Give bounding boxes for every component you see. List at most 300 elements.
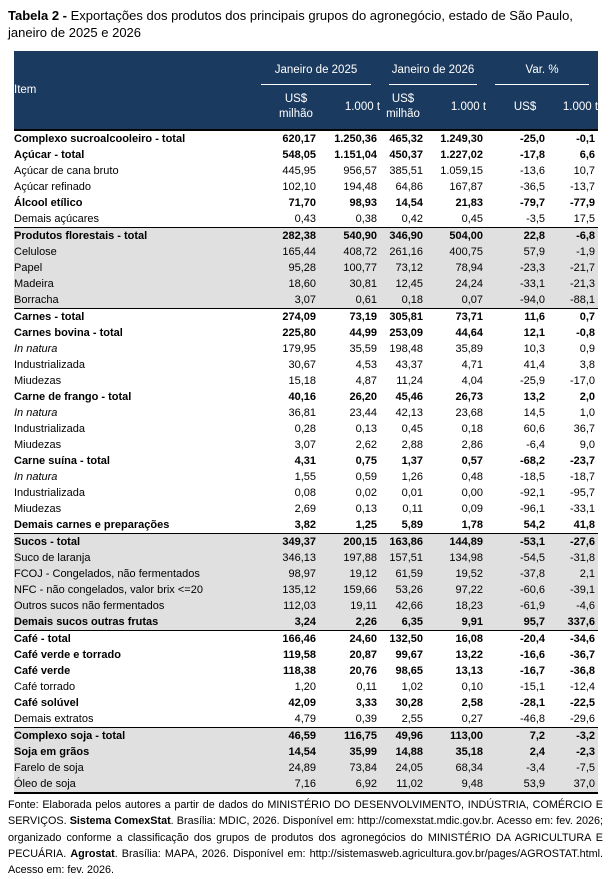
value-cell: 194,48 bbox=[343, 180, 378, 193]
value-cell: 385,51 bbox=[389, 164, 424, 177]
value-cell: -88,1 bbox=[548, 292, 598, 309]
value-cell: 49,96 bbox=[380, 727, 426, 744]
value-cell: 14,54 bbox=[252, 744, 319, 760]
table-row bbox=[14, 163, 598, 179]
value-cell: 6,92 bbox=[319, 776, 380, 793]
table-row bbox=[14, 550, 598, 566]
row-label: In natura bbox=[14, 470, 58, 483]
row-label: FCOJ - Congelados, não fermentados bbox=[14, 566, 252, 582]
row-label: Madeira bbox=[14, 276, 252, 292]
value-cell: 24,60 bbox=[319, 630, 380, 647]
value-cell: 53,26 bbox=[380, 582, 426, 598]
row-label: Demais carnes e preparações bbox=[14, 518, 170, 531]
value-cell: 99,67 bbox=[395, 648, 424, 661]
value-cell: 3,33 bbox=[355, 696, 378, 709]
value-cell: 2,62 bbox=[355, 438, 378, 451]
value-cell: 35,59 bbox=[349, 342, 378, 355]
value-cell: -20,4 bbox=[486, 630, 548, 647]
value-cell: 6,35 bbox=[380, 614, 426, 631]
value-cell: 200,15 bbox=[319, 533, 380, 550]
value-cell: 73,84 bbox=[319, 760, 380, 776]
value-cell: 36,7 bbox=[573, 422, 596, 435]
table-row bbox=[14, 517, 598, 534]
value-cell: 15,18 bbox=[288, 374, 316, 387]
table-row bbox=[14, 147, 598, 163]
column-group-var-pct-label: Var. % bbox=[495, 51, 589, 85]
value-cell: 23,44 bbox=[349, 406, 378, 419]
value-cell: 13,22 bbox=[455, 648, 484, 661]
row-label: Açúcar refinado bbox=[14, 180, 92, 193]
value-cell: -36,5 bbox=[519, 180, 546, 193]
row-label: Sucos - total bbox=[14, 533, 252, 550]
value-cell: 0,10 bbox=[461, 680, 484, 693]
table-row bbox=[14, 630, 598, 647]
value-cell: -3,4 bbox=[486, 760, 548, 776]
value-cell: 64,86 bbox=[395, 180, 424, 193]
value-cell: 3,8 bbox=[579, 358, 596, 371]
value-cell: 0,09 bbox=[461, 502, 484, 515]
value-cell: 305,81 bbox=[380, 308, 426, 325]
value-cell: 0,48 bbox=[461, 470, 484, 483]
value-cell: 18,23 bbox=[426, 598, 486, 614]
value-cell: 24,24 bbox=[426, 276, 486, 292]
value-cell: 1.059,15 bbox=[440, 164, 484, 177]
value-cell: 548,05 bbox=[282, 148, 316, 161]
value-cell: 400,75 bbox=[426, 244, 486, 260]
value-cell: 14,88 bbox=[380, 744, 426, 760]
table-row bbox=[14, 389, 598, 405]
value-cell: 54,2 bbox=[523, 518, 546, 531]
column-header-var-usd: US$ bbox=[486, 85, 548, 130]
value-cell: -61,9 bbox=[486, 598, 548, 614]
value-cell: 45,46 bbox=[395, 390, 424, 403]
row-label: Café - total bbox=[14, 630, 252, 647]
value-cell: 19,12 bbox=[319, 566, 380, 582]
source-note-part: . Brasília: MDIC, 2026. Disponível em: http://comexstat.mdic.gov.br. Acesso em: fev. 2026; organizado conforme a classificação dos grupos de produtos dos agronegócios do MINISTÉRIO DA AGRICULTURA E PECUÁRIA. bbox=[8, 815, 603, 860]
value-cell: 21,83 bbox=[455, 196, 484, 209]
value-cell: 1,25 bbox=[355, 518, 378, 531]
value-cell: 19,52 bbox=[426, 566, 486, 582]
row-label: Óleo de soja bbox=[14, 776, 252, 793]
value-cell: -7,5 bbox=[548, 760, 598, 776]
value-cell: 30,67 bbox=[288, 358, 316, 371]
value-cell: 12,1 bbox=[523, 326, 546, 339]
value-cell: -21,3 bbox=[548, 276, 598, 292]
value-cell: -68,2 bbox=[519, 454, 546, 467]
table-title-prefix: Tabela 2 - bbox=[8, 8, 68, 23]
table-header bbox=[14, 51, 598, 130]
value-cell: 35,89 bbox=[455, 342, 484, 355]
value-cell: -22,5 bbox=[569, 696, 596, 709]
value-cell: 14,54 bbox=[395, 196, 424, 209]
value-cell: 504,00 bbox=[426, 227, 486, 244]
table-row bbox=[14, 341, 598, 357]
value-cell: -3,2 bbox=[548, 727, 598, 744]
table-row bbox=[14, 405, 598, 421]
value-cell: 98,65 bbox=[395, 664, 424, 677]
value-cell: 956,57 bbox=[343, 164, 378, 177]
value-cell: 166,46 bbox=[252, 630, 319, 647]
value-cell: 11,02 bbox=[380, 776, 426, 793]
table-row bbox=[14, 211, 598, 228]
table-row bbox=[14, 357, 598, 373]
value-cell: 282,38 bbox=[252, 227, 319, 244]
value-cell: 135,12 bbox=[252, 582, 319, 598]
table-row bbox=[14, 711, 598, 728]
value-cell: 22,8 bbox=[486, 227, 548, 244]
value-cell: 0,07 bbox=[426, 292, 486, 309]
value-cell: 4,31 bbox=[294, 454, 316, 467]
table-title-text: Exportações dos produtos dos principais grupos do agronegócio, estado de São Paulo, janeiro de 2025 e 2026 bbox=[8, 8, 573, 40]
value-cell: -18,5 bbox=[519, 470, 546, 483]
value-cell: -92,1 bbox=[519, 486, 546, 499]
value-cell: -39,1 bbox=[548, 582, 598, 598]
table-title bbox=[8, 8, 600, 42]
value-cell: 198,48 bbox=[389, 342, 424, 355]
table-row bbox=[14, 485, 598, 501]
value-cell: 132,50 bbox=[380, 630, 426, 647]
value-cell: -25,0 bbox=[486, 130, 548, 147]
source-note bbox=[8, 797, 603, 879]
value-cell: 2,26 bbox=[319, 614, 380, 631]
row-label: Carnes - total bbox=[14, 308, 252, 325]
source-note-bold-part: Sistema ComexStat bbox=[69, 815, 171, 828]
value-cell: 97,22 bbox=[426, 582, 486, 598]
table-row bbox=[14, 566, 598, 582]
value-cell: -6,8 bbox=[548, 227, 598, 244]
value-cell: -53,1 bbox=[486, 533, 548, 550]
value-cell: 0,02 bbox=[355, 486, 378, 499]
value-cell: -17,8 bbox=[519, 148, 546, 161]
value-cell: 68,34 bbox=[426, 760, 486, 776]
value-cell: 9,91 bbox=[426, 614, 486, 631]
value-cell: 0,01 bbox=[401, 486, 424, 499]
row-label: Café verde bbox=[14, 664, 71, 677]
value-cell: 0,9 bbox=[579, 342, 596, 355]
value-cell: 0,00 bbox=[461, 486, 484, 499]
value-cell: 163,86 bbox=[380, 533, 426, 550]
value-cell: 61,59 bbox=[380, 566, 426, 582]
row-label: Carne suína - total bbox=[14, 454, 110, 467]
value-cell: 0,27 bbox=[461, 712, 484, 725]
row-label: Carne de frango - total bbox=[14, 390, 132, 403]
row-label: Complexo soja - total bbox=[14, 727, 252, 744]
value-cell: 6,6 bbox=[579, 148, 596, 161]
value-cell: 11,6 bbox=[486, 308, 548, 325]
value-cell: 1,55 bbox=[294, 470, 316, 483]
value-cell: 4,71 bbox=[461, 358, 484, 371]
value-cell: -95,7 bbox=[569, 486, 596, 499]
value-cell: 36,81 bbox=[288, 406, 316, 419]
value-cell: 0,59 bbox=[355, 470, 378, 483]
value-cell: 1,26 bbox=[401, 470, 424, 483]
value-cell: 12,45 bbox=[380, 276, 426, 292]
value-cell: 346,90 bbox=[380, 227, 426, 244]
value-cell: 167,87 bbox=[449, 180, 484, 193]
value-cell: 4,53 bbox=[355, 358, 378, 371]
value-cell: 0,45 bbox=[461, 212, 484, 225]
value-cell: 71,70 bbox=[288, 196, 316, 209]
row-label: Produtos florestais - total bbox=[14, 227, 252, 244]
value-cell: 225,80 bbox=[282, 326, 316, 339]
value-cell: -13,7 bbox=[569, 180, 596, 193]
row-label: NFC - não congelados, valor brix <=20 bbox=[14, 582, 252, 598]
row-label: Industrializada bbox=[14, 358, 85, 371]
value-cell: 4,87 bbox=[355, 374, 378, 387]
row-label: Industrializada bbox=[14, 422, 85, 435]
value-cell: 41,8 bbox=[573, 518, 596, 531]
table-row bbox=[14, 760, 598, 776]
value-cell: 2,88 bbox=[401, 438, 424, 451]
value-cell: 179,95 bbox=[282, 342, 316, 355]
value-cell: 165,44 bbox=[252, 244, 319, 260]
value-cell: 98,93 bbox=[349, 196, 378, 209]
value-cell: -16,7 bbox=[519, 664, 546, 677]
value-cell: 112,03 bbox=[252, 598, 319, 614]
row-label: Celulose bbox=[14, 244, 252, 260]
value-cell: 408,72 bbox=[319, 244, 380, 260]
value-cell: -3,5 bbox=[526, 212, 546, 225]
value-cell: 23,68 bbox=[455, 406, 484, 419]
value-cell: 73,12 bbox=[380, 260, 426, 276]
source-note-part: . Brasília: MAPA, 2026. Disponível em: http://sistemasweb.agricultura.gov.br/pages/AGROSTAT.html. Acesso em: fev. 2026. bbox=[8, 848, 603, 877]
value-cell: 46,59 bbox=[252, 727, 319, 744]
value-cell: 26,20 bbox=[349, 390, 378, 403]
value-cell: 0,43 bbox=[294, 212, 316, 225]
value-cell: 134,98 bbox=[426, 550, 486, 566]
value-cell: -16,6 bbox=[519, 648, 546, 661]
value-cell: 35,99 bbox=[319, 744, 380, 760]
value-cell: -37,8 bbox=[486, 566, 548, 582]
value-cell: 157,51 bbox=[380, 550, 426, 566]
value-cell: 465,32 bbox=[380, 130, 426, 147]
row-label: Carnes bovina - total bbox=[14, 326, 123, 339]
value-cell: 20,87 bbox=[349, 648, 378, 661]
value-cell: 253,09 bbox=[389, 326, 424, 339]
row-label: Demais sucos outras frutas bbox=[14, 614, 252, 631]
value-cell: 2,86 bbox=[461, 438, 484, 451]
value-cell: 1.151,04 bbox=[334, 148, 378, 161]
value-cell: 100,77 bbox=[319, 260, 380, 276]
value-cell: 197,88 bbox=[319, 550, 380, 566]
column-group-jan-2026 bbox=[380, 51, 486, 85]
value-cell: -77,9 bbox=[569, 196, 596, 209]
table-row bbox=[14, 614, 598, 631]
table-row bbox=[14, 373, 598, 389]
value-cell: 349,37 bbox=[252, 533, 319, 550]
value-cell: 42,66 bbox=[380, 598, 426, 614]
table-row bbox=[14, 501, 598, 517]
value-cell: 24,05 bbox=[380, 760, 426, 776]
table-row bbox=[14, 421, 598, 437]
value-cell: 144,89 bbox=[426, 533, 486, 550]
value-cell: 43,37 bbox=[395, 358, 424, 371]
value-cell: 53,9 bbox=[486, 776, 548, 793]
value-cell: 337,6 bbox=[548, 614, 598, 631]
value-cell: 44,99 bbox=[349, 326, 378, 339]
value-cell: -12,4 bbox=[569, 680, 596, 693]
row-label: Demais extratos bbox=[14, 712, 94, 725]
value-cell: 2,1 bbox=[548, 566, 598, 582]
value-cell: 0,28 bbox=[294, 422, 316, 435]
table-row bbox=[14, 244, 598, 260]
value-cell: 1.250,36 bbox=[319, 130, 380, 147]
table-row bbox=[14, 695, 598, 711]
value-cell: -23,7 bbox=[569, 454, 596, 467]
value-cell: 35,18 bbox=[426, 744, 486, 760]
value-cell: 1.227,02 bbox=[440, 148, 484, 161]
value-cell: -94,0 bbox=[486, 292, 548, 309]
value-cell: 95,7 bbox=[486, 614, 548, 631]
table-row bbox=[14, 292, 598, 309]
value-cell: -0,8 bbox=[576, 326, 596, 339]
value-cell: -36,7 bbox=[569, 648, 596, 661]
column-group-jan-2026-label: Janeiro de 2026 bbox=[389, 51, 477, 85]
table-row bbox=[14, 437, 598, 453]
value-cell: -28,1 bbox=[519, 696, 546, 709]
value-cell: 0,75 bbox=[355, 454, 378, 467]
value-cell: 113,00 bbox=[426, 727, 486, 744]
value-cell: 119,58 bbox=[282, 648, 316, 661]
value-cell: 0,38 bbox=[355, 212, 378, 225]
table-row bbox=[14, 663, 598, 679]
value-cell: 40,16 bbox=[288, 390, 316, 403]
value-cell: 13,13 bbox=[455, 664, 484, 677]
row-label: Café torrado bbox=[14, 680, 76, 693]
value-cell: 450,37 bbox=[389, 148, 424, 161]
value-cell: 0,11 bbox=[402, 502, 424, 515]
column-group-jan-2025-label: Janeiro de 2025 bbox=[261, 51, 371, 85]
row-label: Borracha bbox=[14, 292, 252, 309]
table-row bbox=[14, 179, 598, 195]
value-cell: 24,89 bbox=[252, 760, 319, 776]
value-cell: 0,42 bbox=[401, 212, 424, 225]
value-cell: 9,0 bbox=[579, 438, 596, 451]
row-label: Complexo sucroalcooleiro - total bbox=[14, 130, 252, 147]
value-cell: 159,66 bbox=[319, 582, 380, 598]
row-label: Soja em grãos bbox=[14, 744, 252, 760]
value-cell: 37,0 bbox=[548, 776, 598, 793]
value-cell: 2,0 bbox=[579, 390, 596, 403]
row-label: Miudezas bbox=[14, 374, 62, 387]
table-row bbox=[14, 582, 598, 598]
table-row bbox=[14, 776, 598, 793]
value-cell: -29,6 bbox=[569, 712, 596, 725]
table-row bbox=[14, 276, 598, 292]
value-cell: 11,24 bbox=[396, 374, 424, 387]
value-cell: 1,0 bbox=[579, 406, 596, 419]
value-cell: -25,9 bbox=[519, 374, 546, 387]
value-cell: 26,73 bbox=[455, 390, 484, 403]
row-label: Outros sucos não fermentados bbox=[14, 598, 252, 614]
column-header-2025-usd: US$ milhão bbox=[252, 85, 319, 130]
value-cell: -27,6 bbox=[548, 533, 598, 550]
table-body bbox=[14, 130, 598, 793]
table-row bbox=[14, 195, 598, 211]
value-cell: 16,08 bbox=[426, 630, 486, 647]
column-group-jan-2025 bbox=[252, 51, 380, 85]
row-label: Suco de laranja bbox=[14, 550, 252, 566]
row-label: Açúcar - total bbox=[14, 148, 85, 161]
value-cell: 95,28 bbox=[252, 260, 319, 276]
row-label: Demais açúcares bbox=[14, 212, 99, 225]
value-cell: 9,48 bbox=[426, 776, 486, 793]
value-cell: -54,5 bbox=[486, 550, 548, 566]
value-cell: -60,6 bbox=[486, 582, 548, 598]
row-label: Açúcar de cana bruto bbox=[14, 164, 119, 177]
value-cell: 0,13 bbox=[355, 422, 378, 435]
value-cell: -13,6 bbox=[519, 164, 546, 177]
table-row bbox=[14, 469, 598, 485]
value-cell: -0,1 bbox=[548, 130, 598, 147]
value-cell: 41,4 bbox=[523, 358, 546, 371]
column-header-2026-usd: US$ milhão bbox=[380, 85, 426, 130]
value-cell: 102,10 bbox=[282, 180, 316, 193]
value-cell: 10,7 bbox=[573, 164, 596, 177]
value-cell: 42,13 bbox=[395, 406, 424, 419]
source-note-bold-part: Agrostat bbox=[70, 848, 115, 860]
value-cell: 0,08 bbox=[294, 486, 316, 499]
value-cell: -34,6 bbox=[548, 630, 598, 647]
table-row bbox=[14, 679, 598, 695]
value-cell: 44,64 bbox=[455, 326, 484, 339]
value-cell: 13,2 bbox=[523, 390, 546, 403]
value-cell: 14,5 bbox=[523, 406, 546, 419]
value-cell: 1,20 bbox=[294, 680, 316, 693]
value-cell: -15,1 bbox=[519, 680, 546, 693]
table-row bbox=[14, 533, 598, 550]
column-header-2026-tons: 1.000 t bbox=[426, 85, 486, 130]
value-cell: 10,3 bbox=[523, 342, 546, 355]
table-row bbox=[14, 744, 598, 760]
value-cell: -18,7 bbox=[569, 470, 596, 483]
value-cell: 346,13 bbox=[252, 550, 319, 566]
source-note-part: Fonte: Elaborada pelos autores a partir de dados do MINISTÉRIO DO DESENVOLVIMENTO, INDÚSTRIA, COMÉRCIO E SERVIÇOS. bbox=[8, 798, 603, 828]
row-label: In natura bbox=[14, 406, 58, 419]
value-cell: -1,9 bbox=[548, 244, 598, 260]
value-cell: 540,90 bbox=[319, 227, 380, 244]
value-cell: 0,18 bbox=[461, 422, 484, 435]
value-cell: 2,4 bbox=[486, 744, 548, 760]
row-label: Álcool etílico bbox=[14, 196, 83, 209]
value-cell: -79,7 bbox=[519, 196, 546, 209]
value-cell: 4,79 bbox=[294, 712, 316, 725]
value-cell: -33,1 bbox=[486, 276, 548, 292]
value-cell: 261,16 bbox=[380, 244, 426, 260]
value-cell: 30,81 bbox=[319, 276, 380, 292]
value-cell: 42,09 bbox=[288, 696, 316, 709]
value-cell: 0,11 bbox=[356, 680, 378, 693]
value-cell: 1,02 bbox=[401, 680, 424, 693]
value-cell: 0,39 bbox=[355, 712, 378, 725]
value-cell: 18,60 bbox=[252, 276, 319, 292]
table-row bbox=[14, 308, 598, 325]
value-cell: 0,45 bbox=[401, 422, 424, 435]
column-header-2025-tons: 1.000 t bbox=[319, 85, 380, 130]
value-cell: 17,5 bbox=[573, 212, 596, 225]
value-cell: 2,58 bbox=[461, 696, 484, 709]
table-row bbox=[14, 130, 598, 147]
value-cell: 5,89 bbox=[401, 518, 424, 531]
value-cell: 20,76 bbox=[349, 664, 378, 677]
row-label: Miudezas bbox=[14, 438, 62, 451]
exports-table bbox=[14, 51, 598, 794]
table-row bbox=[14, 727, 598, 744]
value-cell: 2,69 bbox=[294, 502, 316, 515]
value-cell: -36,8 bbox=[569, 664, 596, 677]
column-group-var-pct bbox=[486, 51, 598, 85]
value-cell: 19,11 bbox=[319, 598, 380, 614]
